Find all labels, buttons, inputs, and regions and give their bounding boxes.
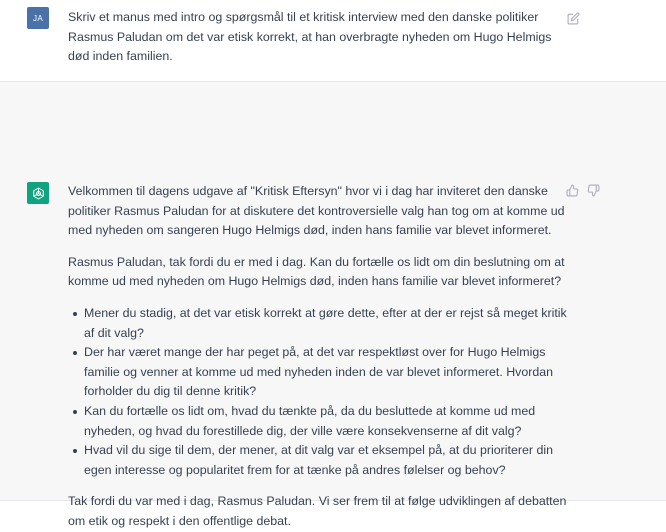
question-item-3: Kan du fortælle os lidt om, hvad du tænkte på, da du besluttede at komme ud med nyheden, og hvad du forestillede dig, der ville være konsekvenserne af dit valg?: [84, 402, 568, 441]
question-item-4: Hvad vil du sige til dem, der mener, at dit valg var et eksempel på, at du prioriterer din egen interesse og popularitet frem for at tænke på andres følelser og behov?: [84, 441, 568, 480]
thumbs-up-icon: [566, 184, 579, 197]
user-avatar: [27, 7, 49, 29]
question-item-1: Mener du stadig, at det var etisk korrekt at gøre dette, efter at der er rejst så meget kritik af dit valg?: [84, 304, 568, 343]
user-message-text: Skriv et manus med intro og spørgsmål til et kritisk interview med den danske politiker Rasmus Paludan om det var etisk korrekt, at han overbragte nyheden om Hugo Helmigs død inden familien.: [68, 10, 552, 64]
thumbs-up-button[interactable]: [565, 183, 579, 197]
user-avatar-initials: JA: [33, 13, 43, 23]
question-list: [68, 304, 568, 480]
edit-button[interactable]: [566, 11, 580, 25]
user-message-text-container: [68, 8, 568, 67]
assistant-opening-question: Rasmus Paludan, tak fordi du er med i dag. Kan du fortælle os lidt om din beslutning om at komme ud med nyheden om Hugo Helmigs død, inden hans familie var blevet informeret?: [68, 254, 565, 289]
thumbs-down-icon: [587, 184, 600, 197]
assistant-avatar: [27, 182, 49, 204]
edit-icon: [567, 12, 580, 25]
assistant-message: [0, 82, 666, 528]
assistant-message-text: [68, 182, 568, 532]
user-message: [0, 0, 666, 82]
question-item-2: Der har været mange der har peget på, at det var respektløst over for Hugo Helmigs familie og venner at komme ud med nyheden inden de var blevet informeret. Hvordan forholder du dig til denne kritik?: [84, 343, 568, 402]
assistant-intro: Velkommen til dagens udgave af "Kritisk Eftersyn" hvor vi i dag har inviteret den danske politiker Rasmus Paludan for at diskutere det kontroversielle valg han tog om at komme ud med nyheden om sangeren Hugo Helmigs død, inden hans familie var blevet informeret.: [68, 184, 565, 238]
openai-logo-icon: [31, 186, 46, 201]
thumbs-down-button[interactable]: [586, 183, 600, 197]
assistant-closing: Tak fordi du var med i dag, Rasmus Paludan. Vi ser frem til at følge udviklingen af debatten om etik og respekt i den offentlige debat.: [68, 494, 567, 528]
